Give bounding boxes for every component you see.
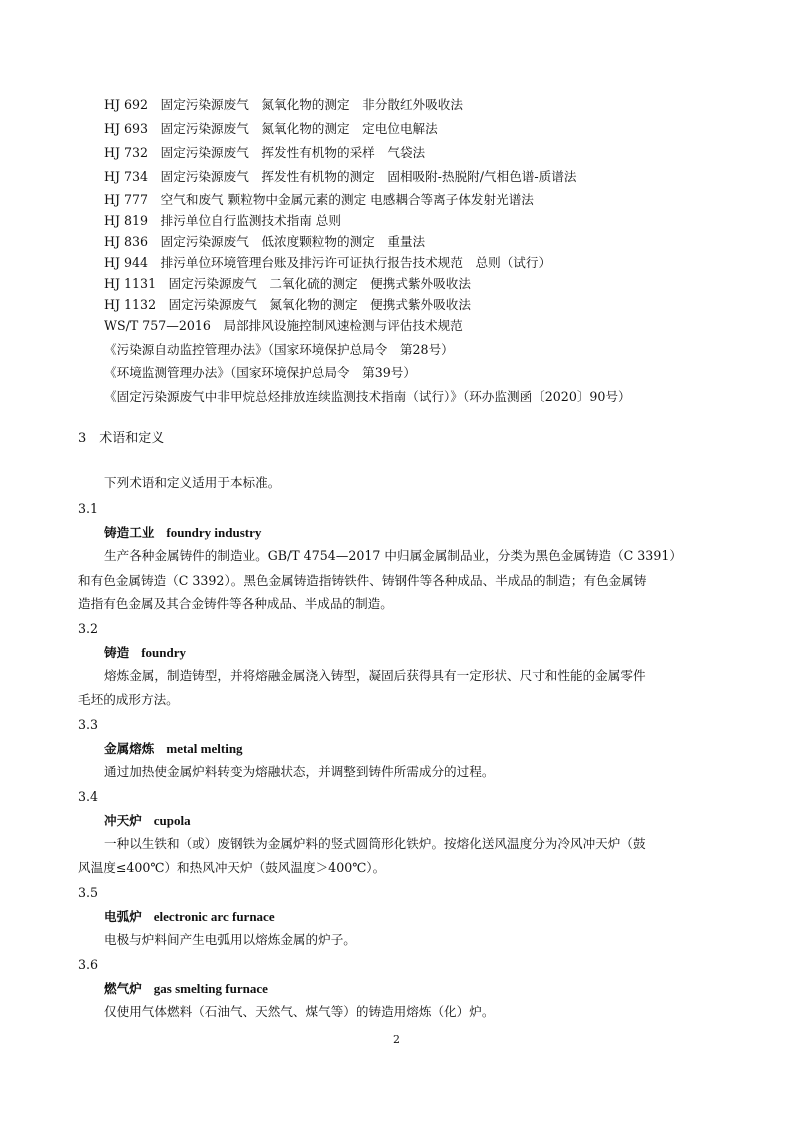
term-name-en: foundry [141,645,186,660]
term-name-cn: 铸造 [104,645,130,660]
term-name-en: cupola [153,813,191,828]
section-intro: 下列术语和定义适用于本标准。 [104,475,281,490]
term-number: 3.6 [78,957,99,972]
term-number: 3.1 [78,501,99,516]
regulation-item: 《固定污染源废气中非甲烷总烃排放连续监测技术指南（试行）》（环办监测函〔2020〕90号） [104,389,631,404]
term-number: 3.5 [78,885,99,900]
reference-item: HJ 1132 固定污染源废气 氮氧化物的测定 便携式紫外吸收法 [104,297,471,312]
term-definition-line: 一种以生铁和（或）废钢铁为金属炉料的竖式圆筒形化铁炉。按熔化送风温度分为冷风冲天炉（鼓 [104,836,646,851]
term-title [104,980,268,998]
term-number: 3.3 [78,717,99,732]
reference-item: HJ 944 排污单位环境管理台账及排污许可证执行报告技术规范 总则（试行） [104,255,552,270]
reference-item: HJ 732 固定污染源废气 挥发性有机物的采样 气袋法 [104,145,426,160]
reference-item: HJ 692 固定污染源废气 氮氧化物的测定 非分散红外吸收法 [104,97,463,112]
term-number: 3.4 [78,789,99,804]
term-title [104,908,275,926]
term-definition-line: 电极与炉料间产生电弧用以熔炼金属的炉子。 [104,932,356,947]
reference-item: HJ 734 固定污染源废气 挥发性有机物的测定 固相吸附-热脱附/气相色谱-质谱法 [104,169,577,184]
reference-item: HJ 819 排污单位自行监测技术指南 总则 [104,213,341,228]
term-number: 3.2 [78,621,99,636]
term-name-en: foundry industry [166,525,262,540]
term-definition-line: 熔炼金属，制造铸型，并将熔融金属浇入铸型，凝固后获得具有一定形状、尺寸和性能的金属零件 [104,668,646,683]
term-name-cn: 金属熔炼 [104,741,155,756]
term-definition-line: 和有色金属铸造（C 3392）。黑色金属铸造指铸铁件、铸钢件等各种成品、半成品的制造；有色金属铸 [78,573,647,588]
term-title [104,812,191,830]
reference-item: HJ 1131 固定污染源废气 二氧化硫的测定 便携式紫外吸收法 [104,276,471,291]
page-number: 2 [393,1033,400,1046]
regulation-item: 《污染源自动监控管理办法》（国家环境保护总局令 第28号） [104,342,454,357]
term-name-cn: 铸造工业 [104,525,155,540]
term-name-en: electronic arc furnace [153,909,275,924]
term-definition-line: 造指有色金属及其合金铸件等各种成品、半成品的制造。 [78,596,393,611]
term-definition-line: 仅使用气体燃料（石油气、天然气、煤气等）的铸造用熔炼（化）炉。 [104,1004,495,1019]
reference-item: WS/T 757—2016 局部排风设施控制风速检测与评估技术规范 [104,318,463,333]
reference-item: HJ 777 空气和废气 颗粒物中金属元素的测定 电感耦合等离子体发射光谱法 [104,192,534,207]
term-name-cn: 冲天炉 [104,813,142,828]
section-heading: 3 术语和定义 [78,431,165,446]
reference-item: HJ 836 固定污染源废气 低浓度颗粒物的测定 重量法 [104,234,426,249]
reference-item: HJ 693 固定污染源废气 氮氧化物的测定 定电位电解法 [104,121,438,136]
term-title [104,740,243,758]
term-definition-line: 生产各种金属铸件的制造业。GB/T 4754—2017 中归属金属制品业，分类为黑色金属铸造（C 3391） [104,548,682,563]
term-title [104,524,261,542]
term-definition-line: 毛坯的成形方法。 [78,692,179,707]
term-name-en: gas smelting furnace [153,981,268,996]
term-name-en: metal melting [166,741,243,756]
term-title [104,644,186,662]
term-name-cn: 电弧炉 [104,909,142,924]
term-definition-line: 风温度≤400℃）和热风冲天炉（鼓风温度＞400℃）。 [78,860,386,875]
regulation-item: 《环境监测管理办法》（国家环境保护总局令 第39号） [104,365,416,380]
term-name-cn: 燃气炉 [104,981,142,996]
term-definition-line: 通过加热使金属炉料转变为熔融状态，并调整到铸件所需成分的过程。 [104,764,495,779]
